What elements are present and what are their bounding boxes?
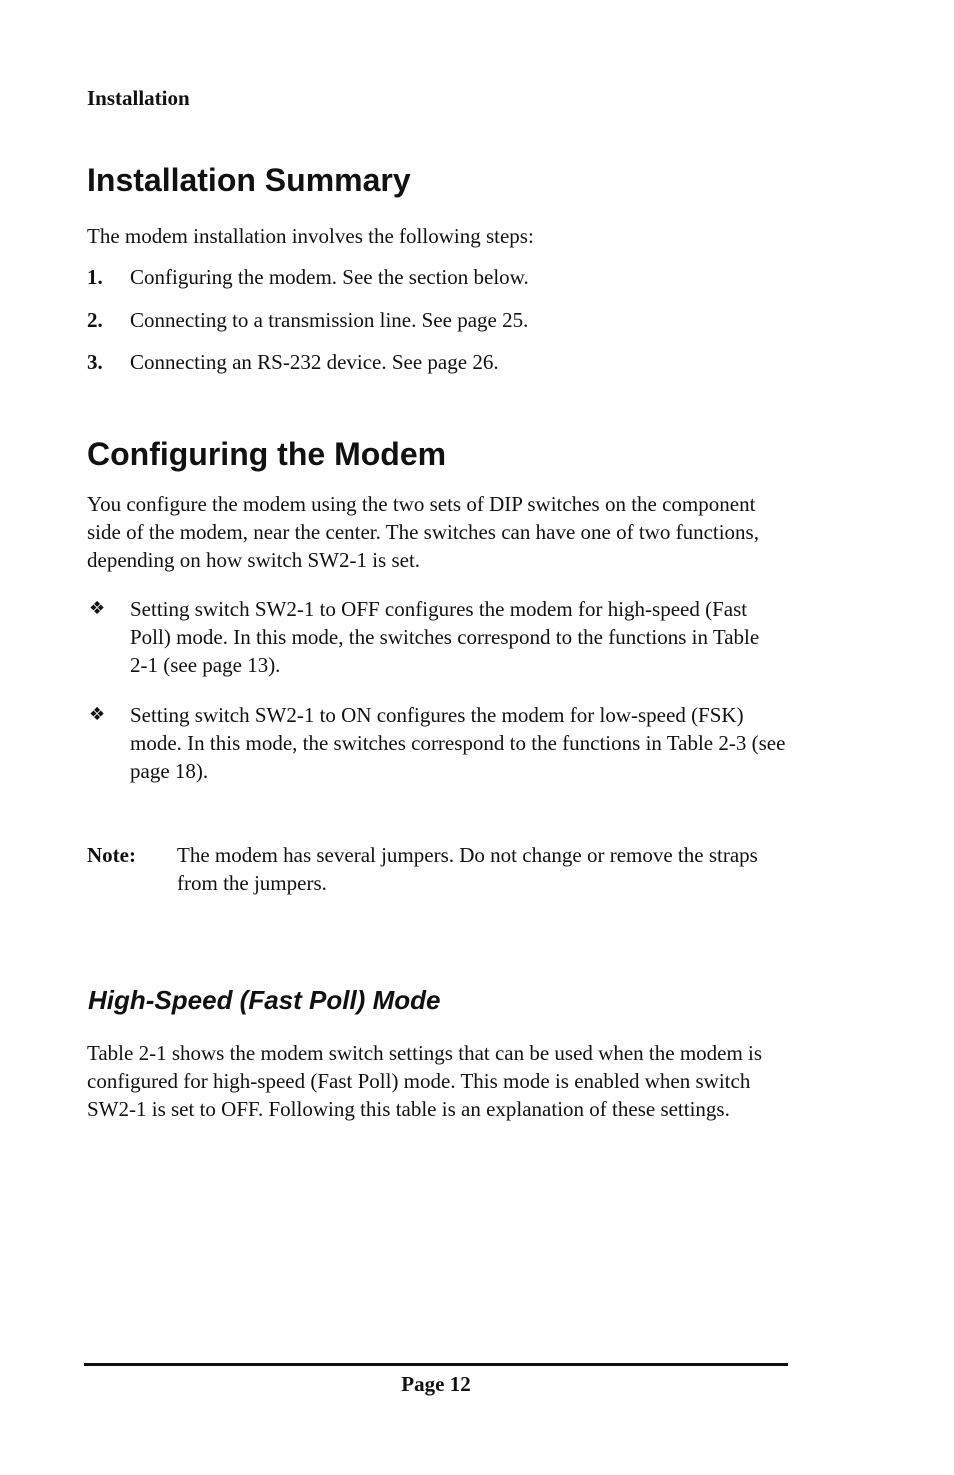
section-title-installation-summary: Installation Summary bbox=[87, 162, 411, 198]
step-number: 2. bbox=[87, 308, 103, 332]
page-number: Page 12 bbox=[401, 1372, 471, 1396]
section-title-configuring-modem: Configuring the Modem bbox=[87, 436, 447, 472]
subsection-title-high-speed-mode: High-Speed (Fast Poll) Mode bbox=[88, 985, 441, 1015]
note-text: The modem has several jumpers. Do not change or remove the straps from the jumpers. bbox=[177, 843, 758, 895]
step-text: Configuring the modem. See the section below. bbox=[130, 265, 529, 289]
bullet-item-text: Setting switch SW2-1 to ON configures the modem for low-speed (FSK) mode. In this mode, the switches correspond to the functions in Table 2-3 (see page 18). bbox=[130, 703, 786, 783]
diamond-bullet-icon: ❖ bbox=[89, 704, 106, 725]
high-speed-body: Table 2-1 shows the modem switch settings that can be used when the modem is configured for high-speed (Fast Poll) mode. This mode is enabled when switch SW2-1 is set to OFF. Following this table is an explanation of these settings. bbox=[87, 1041, 763, 1121]
step-number: 3. bbox=[87, 350, 103, 374]
footer-divider bbox=[84, 1363, 788, 1366]
diamond-bullet-icon: ❖ bbox=[89, 598, 106, 619]
step-text: Connecting to a transmission line. See page 25. bbox=[130, 308, 529, 332]
summary-intro: The modem installation involves the following steps: bbox=[87, 224, 534, 248]
configuring-intro: You configure the modem using the two sets of DIP switches on the component side of the modem, near the center. The switches can have one of two functions, depending on how switch SW2-1 is set. bbox=[87, 492, 759, 572]
step-number: 1. bbox=[87, 265, 103, 289]
running-head: Installation bbox=[87, 86, 190, 110]
note-label: Note: bbox=[87, 843, 136, 867]
bullet-item-text: Setting switch SW2-1 to OFF configures the modem for high-speed (Fast Poll) mode. In this mode, the switches correspond to the functions in Table 2-1 (see page 13). bbox=[130, 597, 760, 677]
step-text: Connecting an RS-232 device. See page 26. bbox=[130, 350, 499, 374]
